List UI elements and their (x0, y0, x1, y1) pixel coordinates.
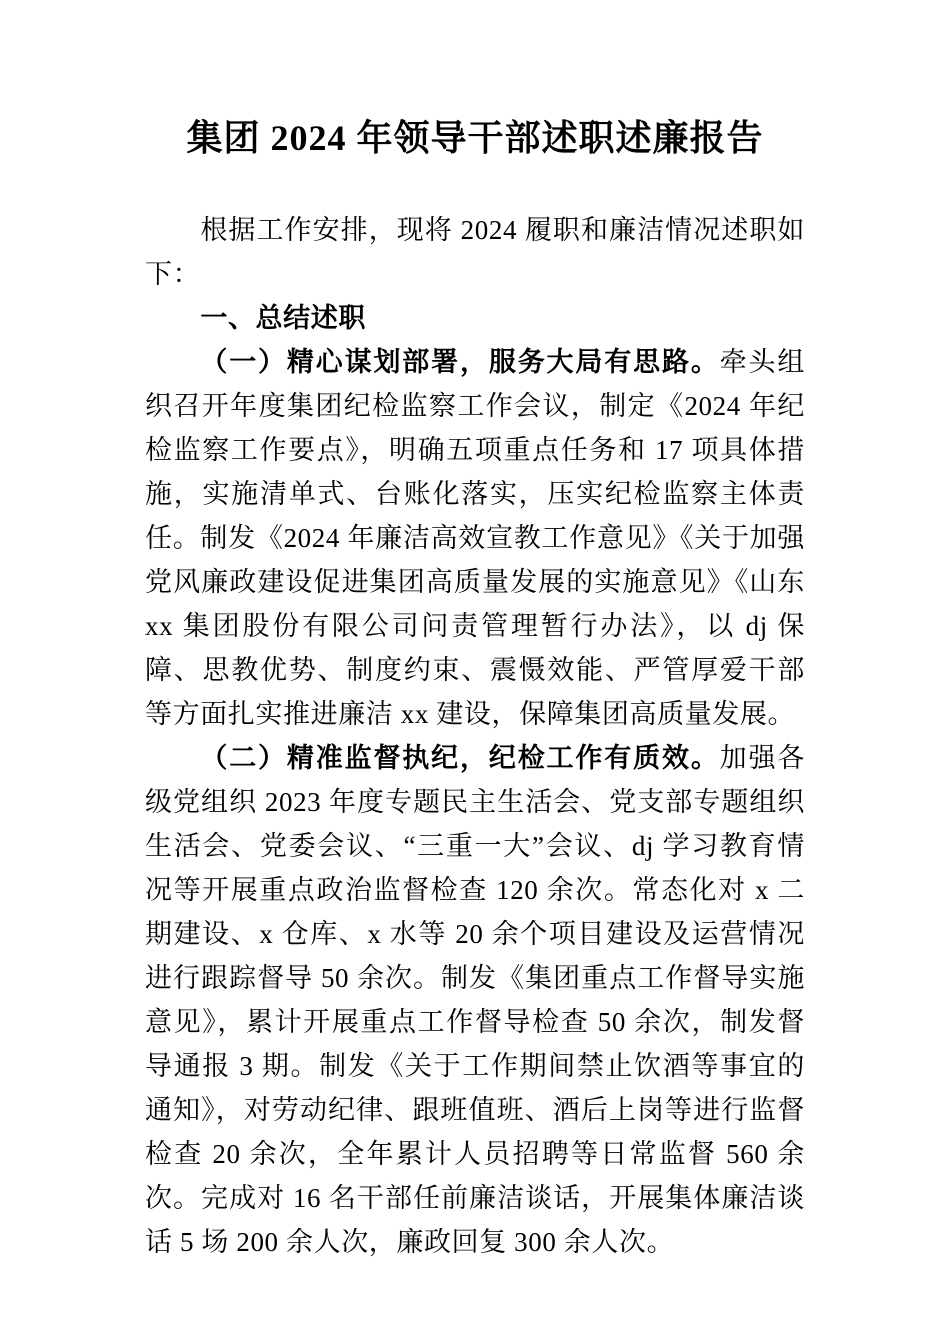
paragraph-1 (145, 340, 805, 736)
paragraph-1-lead: （一）精心谋划部署，服务大局有思路。 (200, 347, 720, 377)
paragraph-2-lead: （二）精准监督执纪，纪检工作有质效。 (200, 743, 720, 773)
document-content (145, 112, 805, 1264)
section-heading: 一、总结述职 (200, 303, 366, 333)
intro-paragraph: 根据工作安排，现将 2024 履职和廉洁情况述职如下： (145, 215, 805, 289)
paragraph-2-text: 加强各级党组织 2023 年度专题民主生活会、党支部专题组织生活会、党委会议、“三重一大”会议、dj 学习教育情况等开展重点政治监督检查 120 余次。常态化对 x 二期建设、x 仓库、x 水等 20 余个项目建设及运营情况进行跟踪督导 50 余次。制发《集团重点工作督导实施意见》，累计开展重点工作督导检查 50 余次，制发督导通报 3 期。制发《关于工作期间禁止饮酒等事宜的通知》，对劳动纪律、跟班值班、酒后上岗等进行监督检查 20 余次，全年累计人员招聘等日常监督 560 余次。完成对 16 名干部任前廉洁谈话，开展集体廉洁谈话 5 场 200 余人次，廉政回复 300 余人次。 (145, 743, 805, 1257)
paragraph-2 (145, 736, 805, 1264)
paragraph-1-text: 牵头组织召开年度集团纪检监察工作会议，制定《2024 年纪检监察工作要点》，明确五项重点任务和 17 项具体措施，实施清单式、台账化落实，压实纪检监察主体责任。制发《2024 年廉洁高效宣教工作意见》《关于加强党风廉政建设促进集团高质量发展的实施意见》《山东 xx 集团股份有限公司问责管理暂行办法》，以 dj 保障、思教优势、制度约束、震慑效能、严管厚爱干部等方面扎实推进廉洁 xx 建设，保障集团高质量发展。 (145, 347, 805, 729)
document-title: 集团 2024 年领导干部述职述廉报告 (186, 118, 764, 158)
